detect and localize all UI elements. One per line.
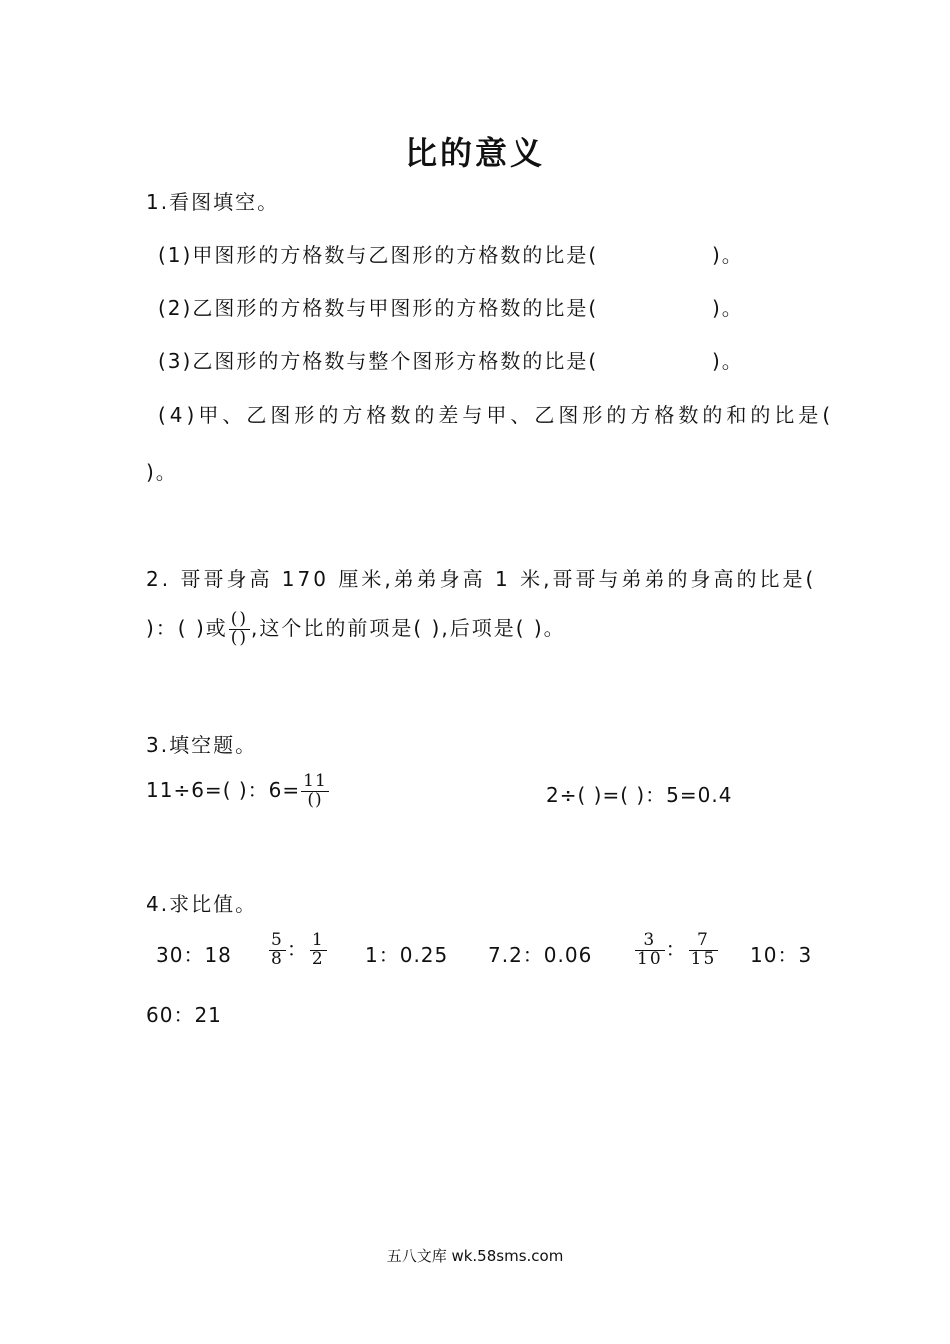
q4-expr-5-sep: ： — [665, 936, 688, 961]
q4-expr-3: 1：0.25 — [365, 943, 449, 967]
q2-line2-a: )：( )或 — [146, 615, 228, 640]
q4-expr-4: 7.2：0.06 — [488, 943, 593, 967]
q2-fraction-den: () — [230, 627, 249, 648]
q3-heading: 3.填空题。 — [146, 733, 258, 757]
q4-expr-5-frac-b — [689, 932, 719, 969]
q1-item-3-close: )。 — [712, 349, 744, 373]
q4-expr-2-num-a: 5 — [271, 930, 284, 950]
q4-expr-5-num-a: 3 — [635, 932, 665, 951]
footer-source: 五八文库 wk.58sms.com — [386, 1247, 564, 1265]
q2-line2 — [146, 611, 566, 648]
q4-expr-7: 60：21 — [146, 1003, 222, 1027]
q1-item-4-line2: )。 — [146, 460, 178, 484]
q2-fraction-num: () — [230, 609, 249, 629]
q1-item-1-text: (1)甲图形的方格数与乙图形的方格数的比是( — [158, 243, 599, 267]
q4-expr-2-num-b: 1 — [311, 930, 325, 950]
q4-expr-5-den-b: 15 — [690, 948, 717, 969]
q2-fraction — [229, 611, 250, 648]
q4-expr-6: 10：3 — [750, 943, 813, 967]
q4-expr-2-frac-b — [310, 932, 327, 969]
q1-item-1-close: )。 — [712, 243, 744, 267]
q3-fraction-den: () — [307, 789, 323, 810]
q1-item-2-text: (2)乙图形的方格数与甲图形的方格数的比是( — [158, 296, 599, 320]
q3-right: 2÷( )=( )：5=0.4 — [546, 783, 733, 807]
q1-item-3 — [158, 351, 598, 371]
q4-expr-5-den-a: 10 — [637, 948, 663, 969]
q1-item-3-text: (3)乙图形的方格数与整个图形方格数的比是( — [158, 349, 599, 373]
q1-item-2 — [158, 298, 598, 318]
q2-line2-b: ,这个比的前项是( ),后项是( )。 — [251, 615, 566, 640]
page-title: 比的意义 — [404, 134, 545, 172]
q4-expr-2-frac-a — [269, 932, 286, 969]
q2-line1: 2. 哥哥身高 170 厘米,弟弟身高 1 米,哥哥与弟弟的身高的比是( — [146, 567, 817, 591]
q4-expr-2-den-a: 8 — [271, 948, 284, 969]
q4-expr-2-sep: ： — [286, 936, 309, 961]
q4-expr-5 — [634, 932, 719, 969]
q4-expr-1: 30：18 — [156, 943, 232, 967]
q4-heading: 4.求比值。 — [146, 892, 258, 916]
q1-item-4-line1: (4)甲、乙图形的方格数的差与甲、乙图形的方格数的和的比是( — [158, 403, 835, 427]
q1-item-2-close: )。 — [712, 296, 744, 320]
q3-fraction — [301, 773, 329, 810]
q4-expr-2 — [268, 932, 328, 969]
q3-left-text: 11÷6=( )：6= — [146, 777, 301, 802]
q3-left — [146, 773, 330, 810]
q1-item-1 — [158, 245, 598, 265]
q3-fraction-num: 11 — [303, 771, 327, 791]
q4-expr-2-den-b: 2 — [311, 948, 325, 969]
q4-expr-5-num-b: 7 — [689, 932, 719, 951]
q1-heading: 1.看图填空。 — [146, 190, 280, 214]
q4-expr-5-frac-a — [635, 932, 665, 969]
